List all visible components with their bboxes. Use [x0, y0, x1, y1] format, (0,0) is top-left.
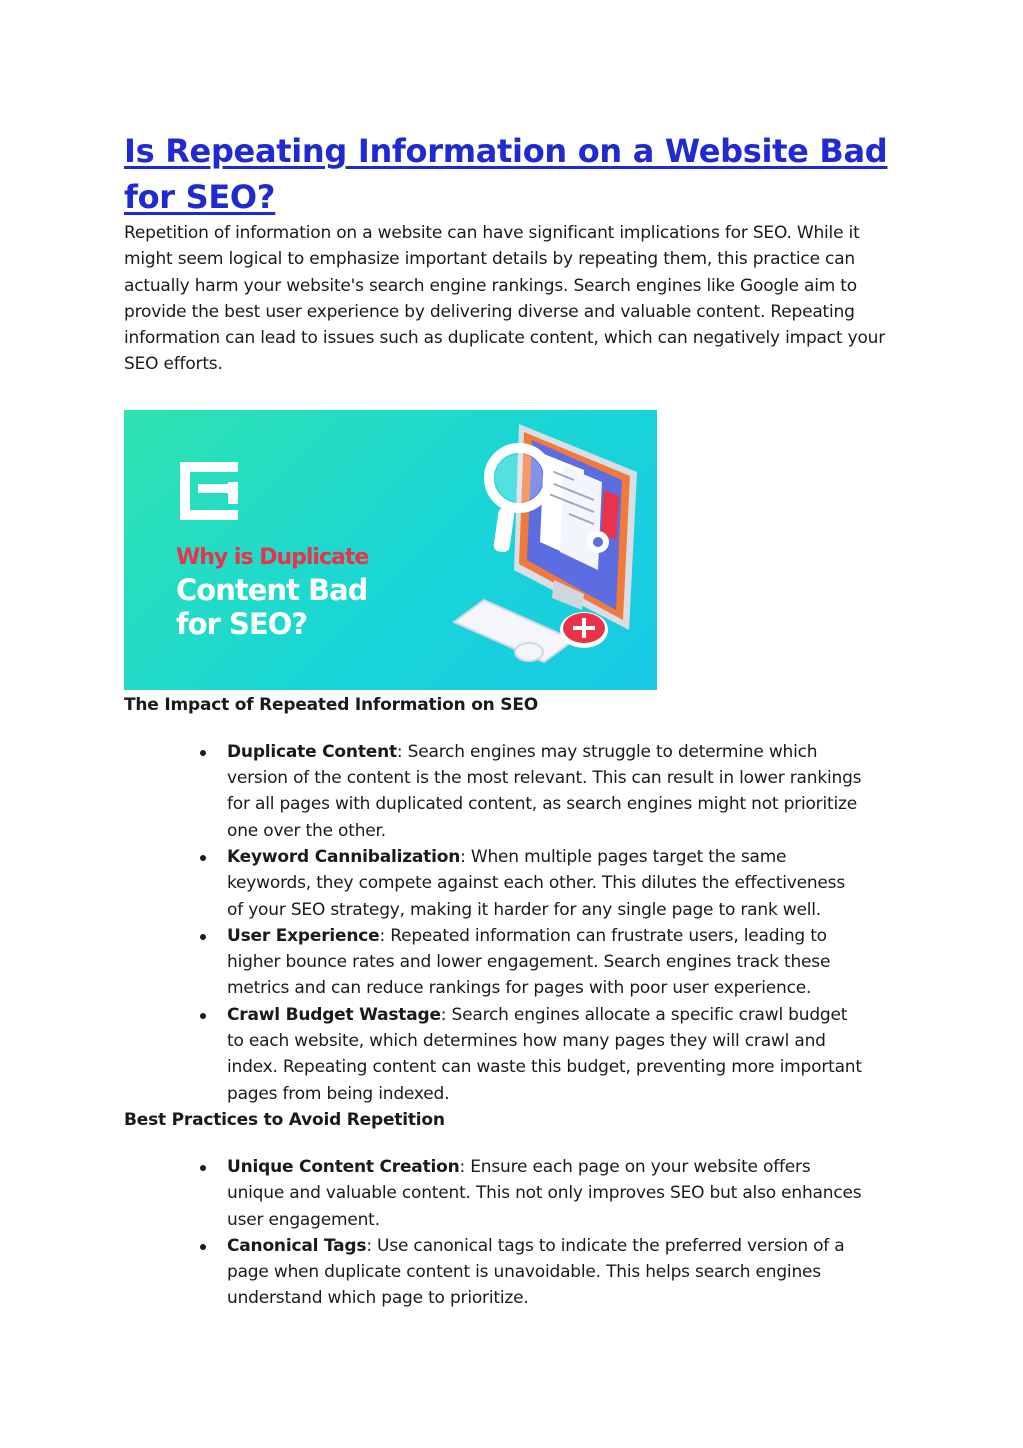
bullet-icon — [200, 1244, 206, 1250]
list-item-text: : Search engines may struggle to determine which version of the content is the most relevant. This can result in lower rankings for all pages with duplicated content, as search engines might not prioritize one over the other. — [227, 741, 862, 841]
list-item-term: Unique Content Creation — [227, 1156, 460, 1177]
list-item-term: Keyword Cannibalization — [227, 846, 461, 867]
mouse-icon — [515, 643, 543, 661]
hero-illustration — [424, 410, 657, 690]
document-page — [124, 128, 904, 1312]
page-title[interactable] — [124, 128, 904, 220]
list-item — [124, 1002, 862, 1107]
list-item-text: : Repeated information can frustrate users, leading to higher bounce rates and lower engagement. Search engines track these metrics and can reduce rankings for pages with poor user experience. — [227, 925, 831, 999]
list-item-text: : Ensure each page on your website offers unique and valuable content. This not only improves SEO but also enhances user engagement. — [227, 1156, 862, 1230]
list-item — [124, 844, 862, 923]
plus-badge-icon — [560, 612, 608, 648]
section-heading-best-practices: Best Practices to Avoid Repetition — [124, 1109, 445, 1130]
intro-paragraph: Repetition of information on a website can have significant implications for SEO. While it might seem logical to emphasize important details by repeating them, this practice can actually harm your website's search engine rankings. Search engines like Google aim to provide the best user experience by delivering diverse and valuable content. Repeating information can lead to issues such as duplicate content, which can negatively impact your SEO efforts. — [124, 223, 886, 375]
impact-list — [124, 739, 904, 1107]
list-item — [124, 739, 862, 844]
bullet-icon — [200, 750, 206, 756]
bullet-icon — [200, 1013, 206, 1019]
best-practices-list — [124, 1154, 904, 1312]
title-link[interactable]: Is Repeating Information on a Website Bad for SEO? — [124, 132, 888, 216]
list-item-term: Crawl Budget Wastage — [227, 1004, 441, 1025]
list-item-term: Canonical Tags — [227, 1235, 367, 1256]
hero-line-2: Content Bad — [176, 572, 368, 607]
hero-line-1: Why is Duplicate — [176, 544, 369, 570]
hero-line-3: for SEO? — [176, 606, 308, 641]
keyboard-icon — [454, 600, 574, 662]
bullet-icon — [200, 934, 206, 940]
list-item-text: : Search engines allocate a specific crawl budget to each website, which determines how many pages they will crawl and index. Repeating content can waste this budget, preventing more important pages from being indexed. — [227, 1004, 862, 1104]
list-item-text: : Use canonical tags to indicate the preferred version of a page when duplicate content is unavoidable. This helps search engines understand which page to prioritize. — [227, 1235, 845, 1309]
hero-headline — [176, 543, 368, 641]
list-item — [124, 1233, 862, 1312]
list-item — [124, 1154, 862, 1233]
section-heading-impact: The Impact of Repeated Information on SEO — [124, 694, 539, 715]
list-item-term: User Experience — [227, 925, 380, 946]
e-logo-icon — [180, 462, 238, 520]
bullet-icon — [200, 855, 206, 861]
list-item-term: Duplicate Content — [227, 741, 397, 762]
list-item-text: : When multiple pages target the same keywords, they compete against each other. This dilutes the effectiveness of your SEO strategy, making it harder for any single page to rank well. — [227, 846, 845, 920]
gear-icon — [587, 531, 609, 553]
hero-image — [124, 410, 657, 690]
list-item — [124, 923, 862, 1002]
bullet-icon — [200, 1165, 206, 1171]
